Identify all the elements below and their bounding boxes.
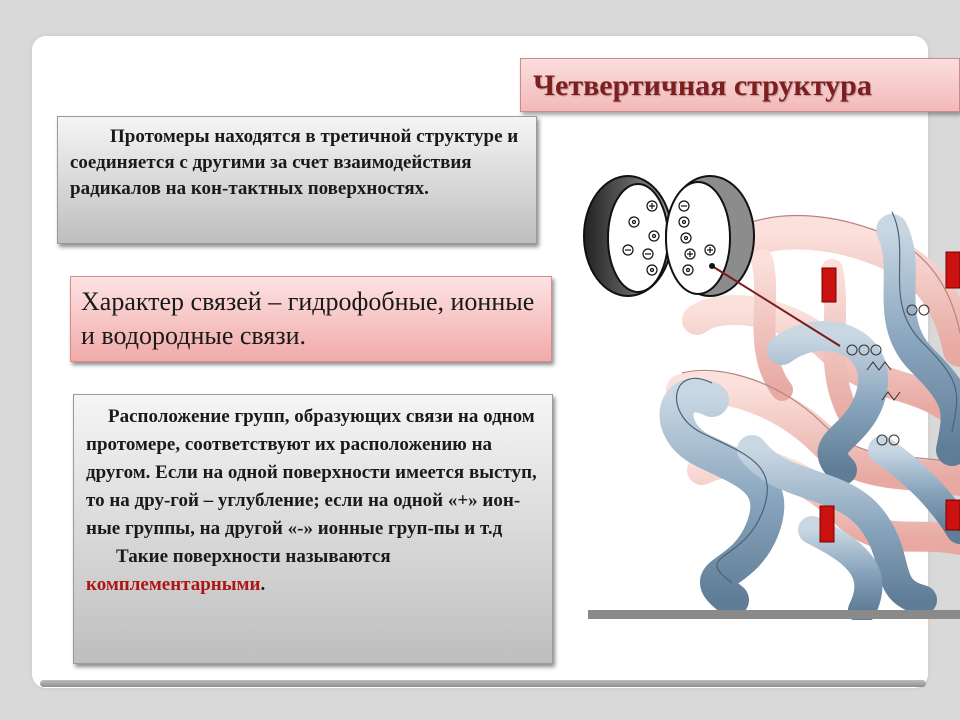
slide-bottom-divider xyxy=(40,680,926,687)
arrangement-paragraph-1: Расположение групп, образующих связи на одном протомере, соответствуют их расположению на другом. Если на одной поверхности имеется выступ, то на дру-гой – углубление; если на одной «+» ион-ные группы, на другой «-» ионные груп-пы и т.д xyxy=(86,406,537,539)
complementary-term: комплементарными xyxy=(86,574,261,595)
bonds-textbox xyxy=(70,276,552,362)
protomers-textbox xyxy=(57,116,537,244)
bonds-text: Характер связей – гидрофобные, ионные и водородные связи. xyxy=(81,287,535,350)
protomer-pair-diagram xyxy=(584,176,754,296)
arrangement-paragraph-2 xyxy=(86,543,542,599)
illustration-base-bar xyxy=(588,610,960,619)
arrangement-textbox xyxy=(73,394,553,664)
protein-quaternary-structure-illustration xyxy=(582,150,960,620)
slide-title: Четвертичная структура xyxy=(533,69,872,102)
arrangement-paragraph-2-prefix: Такие поверхности называются xyxy=(116,546,391,567)
arrangement-paragraph-2-suffix: . xyxy=(260,574,266,595)
title-box xyxy=(520,58,960,112)
protomers-text: Протомеры находятся в третичной структуре и соединяется с другими за счет взаимодействия радикалов на кон-тактных поверхностях. xyxy=(70,126,519,199)
